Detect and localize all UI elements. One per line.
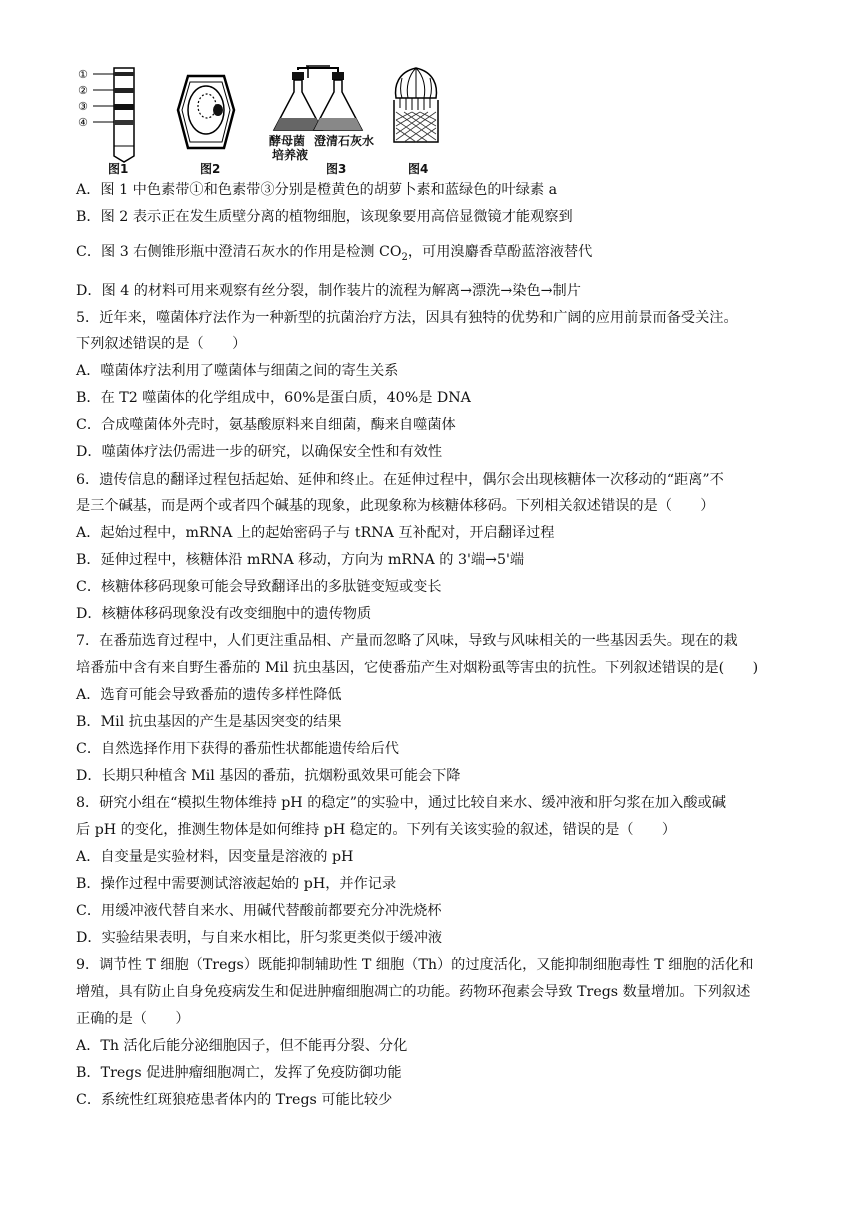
fig1-label-3: ③ (78, 100, 88, 113)
q4-option-a: A．图 1 中色素带①和色素带③分别是橙黄色的胡萝卜素和蓝绿色的叶绿素 a (76, 182, 558, 198)
q5-option-a: A．噬菌体疗法利用了噬菌体与细菌之间的寄生关系 (76, 363, 399, 379)
q6-stem-line-2: 是三个碱基，而是两个或者四个碱基的现象，此现象称为核糖体移码。下列相关叙述错误的是（ ） (76, 498, 715, 514)
q8-stem-line-1: 8．研究小组在“模拟生物体维持 pH 的稳定”的实验中，通过比较自来水、缓冲液和肝匀浆在加入酸或碱 (76, 795, 726, 811)
q4-option-c-tail: ，可用溴麝香草酚蓝溶液替代 (407, 244, 593, 260)
fig1-label-2: ② (78, 84, 88, 97)
q6-stem-line-1: 6．遗传信息的翻译过程包括起始、延伸和终止。在延伸过程中，偶尔会出现核糖体一次移动的“距离”不 (76, 472, 724, 488)
q6-option-c: C．核糖体移码现象可能会导致翻译出的多肽链变短或变长 (76, 579, 442, 595)
fig4-caption: 图4 (408, 162, 429, 176)
q5-option-c: C．合成噬菌体外壳时，氨基酸原料来自细菌，酶来自噬菌体 (76, 417, 456, 433)
q9-stem-line-1: 9．调节性 T 细胞（Tregs）既能抑制辅助性 T 细胞（Th）的过度活化，又能抑制细胞毒性 T 细胞的活化和 (76, 957, 754, 973)
q7-option-d: D．长期只种植含 Mil 基因的番茄，抗烟粉虱效果可能会下降 (76, 768, 461, 784)
q8-option-c: C．用缓冲液代替自来水、用碱代替酸前都要充分冲洗烧杯 (76, 903, 442, 919)
q9-option-a: A．Th 活化后能分泌细胞因子，但不能再分裂、分化 (76, 1038, 408, 1054)
q5-stem-line-1: 5．近年来，噬菌体疗法作为一种新型的抗菌治疗方法，因具有独特的优势和广阔的应用前景而备受关注。 (76, 310, 738, 326)
fig2-caption: 图2 (200, 162, 221, 176)
q7-option-c: C．自然选择作用下获得的番茄性状都能遗传给后代 (76, 741, 399, 757)
figure-4-onion-root (386, 64, 446, 148)
q7-option-b: B．Mil 抗虫基因的产生是基因突变的结果 (76, 714, 342, 730)
q8-option-d: D．实验结果表明，与自来水相比，肝匀浆更类似于缓冲液 (76, 930, 443, 946)
q6-option-d: D．核糖体移码现象没有改变细胞中的遗传物质 (76, 606, 372, 622)
q5-option-d: D．噬菌体疗法仍需进一步的研究，以确保安全性和有效性 (76, 444, 443, 460)
q9-stem-line-3: 正确的是（ ） (76, 1011, 190, 1027)
q5-option-b: B．在 T2 噬菌体的化学组成中，60%是蛋白质，40%是 DNA (76, 390, 471, 406)
q4-option-d: D．图 4 的材料可用来观察有丝分裂，制作装片的流程为解离→漂洗→染色→制片 (76, 283, 581, 299)
q5-stem-line-2: 下列叙述错误的是（ ） (76, 336, 247, 352)
q8-option-a: A．自变量是实验材料，因变量是溶液的 pH (76, 849, 354, 865)
figure-row (76, 64, 446, 178)
q8-option-b: B．操作过程中需要测试溶液起始的 pH，并作记录 (76, 876, 397, 892)
q6-option-b: B．延伸过程中，核糖体沿 mRNA 移动，方向为 mRNA 的 3'端→5'端 (76, 552, 525, 568)
fig1-label-1: ① (78, 68, 88, 81)
q7-option-a: A．选育可能会导致番茄的遗传多样性降低 (76, 687, 342, 703)
q9-option-c: C．系统性红斑狼疮患者体内的 Tregs 可能比较少 (76, 1092, 393, 1108)
q4-option-b: B．图 2 表示正在发生质壁分离的植物细胞，该现象要用高倍显微镜才能观察到 (76, 209, 573, 225)
q4-option-c (76, 242, 592, 268)
fig3-label-yeast-2: 培养液 (272, 148, 309, 162)
figure-2-plant-cell (176, 70, 236, 154)
q8-stem-line-2: 后 pH 的变化，推测生物体是如何维持 pH 稳定的。下列有关该实验的叙述，错误的是（ ） (76, 822, 677, 838)
q7-stem-line-1: 7．在番茄选育过程中，人们更注重品相、产量而忽略了风味，导致与风味相关的一些基因丢失。现在的栽 (76, 633, 738, 649)
fig1-labels (78, 68, 88, 129)
q9-stem-line-2: 增殖，具有防止自身免疫病发生和促进肿瘤细胞凋亡的功能。药物环孢素会导致 Tregs 数量增加。下列叙述 (76, 984, 751, 1000)
fig1-label-4: ④ (78, 116, 88, 129)
q4-option-c-subscript: 2 (401, 251, 408, 263)
q4-option-c-text: C．图 3 右侧锥形瓶中澄清石灰水的作用是检测 CO (76, 244, 402, 260)
fig1-caption: 图1 (108, 162, 129, 176)
fig3-caption: 图3 (326, 162, 347, 176)
q7-stem-line-2: 培番茄中含有来自野生番茄的 Mil 抗虫基因，它使番茄产生对烟粉虱等害虫的抗性。下列叙述错误的是( ) (76, 660, 759, 676)
q9-option-b: B．Tregs 促进肿瘤细胞凋亡，发挥了免疫防御功能 (76, 1065, 402, 1081)
q6-option-a: A．起始过程中，mRNA 上的起始密码子与 tRNA 互补配对，开启翻译过程 (76, 525, 555, 541)
fig3-label-yeast-1: 酵母菌 (269, 134, 306, 148)
fig3-label-limewater: 澄清石灰水 (314, 134, 375, 148)
figure-1-chromatography (76, 64, 146, 164)
